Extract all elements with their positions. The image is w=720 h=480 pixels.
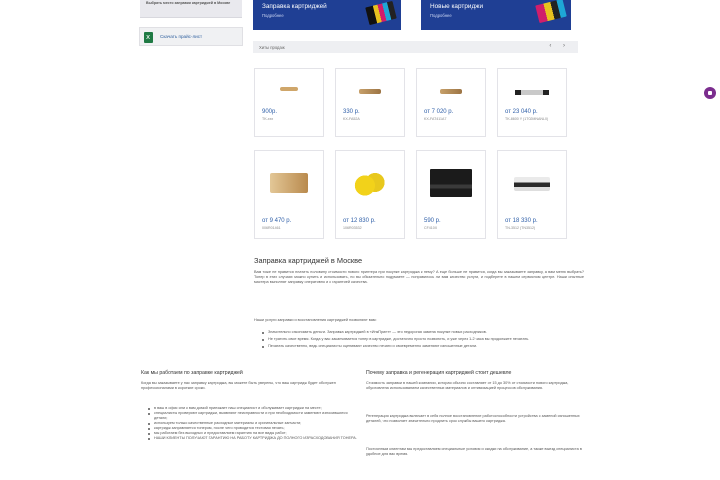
product-card[interactable] [335,150,405,239]
list-item: специалисты проверяют картриджи, выявляют неисправности и при необходимости заменяют износившиеся детали; [148,411,358,421]
how-we-work-paragraph: Когда вы заказываете у нас заправку картриджа, вы можете быть уверены, что ваш картридж будет обслужен профессионалами в короткие сроки. [141,381,336,390]
how-we-work-list [148,406,358,441]
list-item: Печатать качественно, ведь специалисты оценивают качество печати и своевременно заменяют изношенные детали. [262,344,584,349]
product-card[interactable] [497,68,567,137]
why-cheaper-heading: Почему заправка и регенерация картриджей стоит дешевле [366,370,512,376]
article-paragraph: Наши услуги заправки и восстановления картриджей позволяют вам: [254,318,377,322]
how-we-work-heading: Как мы работаем по заправке картриджей [141,370,243,376]
product-price: 330 р. [343,109,360,115]
product-price: 590 р. [424,218,441,224]
product-sku[interactable]: TK-ххх [262,117,274,121]
banner-title: Заправка картриджей [262,3,327,10]
cartridges-image [365,1,397,25]
product-sku[interactable]: KX-FAT411A7 [424,117,447,121]
product-sku[interactable]: KX-FA52A [343,117,360,121]
product-price: от 18 330 р. [505,218,538,224]
sidebar-location-box[interactable] [140,0,242,18]
product-card[interactable] [335,68,405,137]
cartridges-image [535,0,567,23]
banner-more-link[interactable]: Подробнее [262,13,284,18]
why-cheaper-paragraph: Регенерация картриджа включает в себя полное восстановление работоспособности устройства с заменой изношенных деталей, что позволяет значительно продлить срок службы вашего картриджа. [366,414,580,423]
product-card[interactable] [497,150,567,239]
bestsellers-bar [253,41,578,53]
product-card[interactable] [254,68,324,137]
product-price: от 23 040 р. [505,109,538,115]
bestsellers-label: Хиты продаж [259,44,285,50]
product-card[interactable] [416,68,486,137]
list-item: в ваш в офис или к вам домой приезжает наш специалист и обслуживает картриджи на месте; [148,406,358,411]
chat-widget-icon[interactable] [704,87,716,99]
product-image[interactable] [430,169,472,197]
product-card[interactable] [416,150,486,239]
banner-refill[interactable] [253,0,401,30]
product-image[interactable] [280,87,298,91]
banner-more-link[interactable]: Подробнее [430,13,452,18]
why-cheaper-paragraph: Стоимость заправки в нашей компании, которая обычно составляет от 15 до 30% от стоимости нового картриджа, обусловлена использованием качественных материалов и оптимизацией процессов обслуживания. [366,381,569,390]
list-item: картридж заправляется тонером, после чего проводится тестовая печать; [148,426,358,431]
why-cheaper-paragraph: Постоянным клиентам мы предоставляем специальные условия и скидки на обслуживание, а также выезд специалиста в удобное для вас время. [366,447,582,456]
product-sku[interactable]: TN-3512 (TN3512) [505,226,536,230]
product-price: от 12 830 р. [343,218,376,224]
banner-title: Новые картриджи [430,3,484,10]
product-price: от 9 470 р. [262,218,292,224]
download-price-list-label: Скачать прайс-лист [160,34,203,39]
product-sku[interactable]: 006R01461 [262,226,281,230]
product-image[interactable] [440,89,462,94]
list-item: используем только качественные расходные материалы и оригинальные запчасти; [148,421,358,426]
product-price: от 7 020 р. [424,109,454,115]
banner-new-cartridges[interactable] [421,0,571,30]
list-item: мы работаем без выходных и предоставляем гарантию на все виды работ; [148,431,358,436]
product-card[interactable] [254,150,324,239]
product-sku[interactable]: CF410X [424,226,438,230]
list-item: Значительно сэкономить деньги. Заправка картриджей в «ИнкПринт» — это недорогая замена покупке новых расходников. [262,330,584,335]
article-paragraph: Вам тоже не нравится платить половину стоимости нового принтера при покупке картриджа к нему? А еще больше не нравится, когда вы заказываете заправку, а вам меню выбрать? Тонер в этих случаях можно купить и использовать, но вы обязательно подумаете — понравилось ли вам качество услуги, и подберете в нашем сервисном центре. Наши опытные мастера выполнят заправку оперативно и с гарантией качества. [254,270,584,285]
product-image[interactable] [515,90,549,95]
product-sku[interactable]: 106R03532 [343,226,362,230]
carousel-arrows[interactable]: ‹ › [549,43,570,49]
list-item: НАШИ КЛИЕНТЫ ПОЛУЧАЮТ ГАРАНТИЮ НА РАБОТУ КАРТРИДЖА ДО ПОЛНОГО ИЗРАСХОДОВАНИЯ ТОНЕРА. [148,436,358,441]
excel-icon [144,32,153,43]
article-benefits-list [262,330,584,352]
product-image[interactable] [270,173,308,193]
download-price-list-button[interactable] [139,27,243,46]
product-image[interactable] [359,89,381,94]
list-item: Не тратить свое время. Когда у вас заканчивается тонер в картридже, достаточно просто позвонить, и уже через 1-2 часа вы продолжите печатать. [262,337,584,342]
product-price: 900р. [262,109,278,115]
product-image[interactable] [353,169,387,199]
article-title: Заправка картриджей в Москве [254,256,363,265]
product-sku[interactable]: TK-8600 Y (1T02MNANL0) [505,117,549,121]
product-image[interactable] [514,177,550,191]
sidebar-location-text[interactable]: Выбрать место заправки картриджей в Москве [146,1,231,5]
